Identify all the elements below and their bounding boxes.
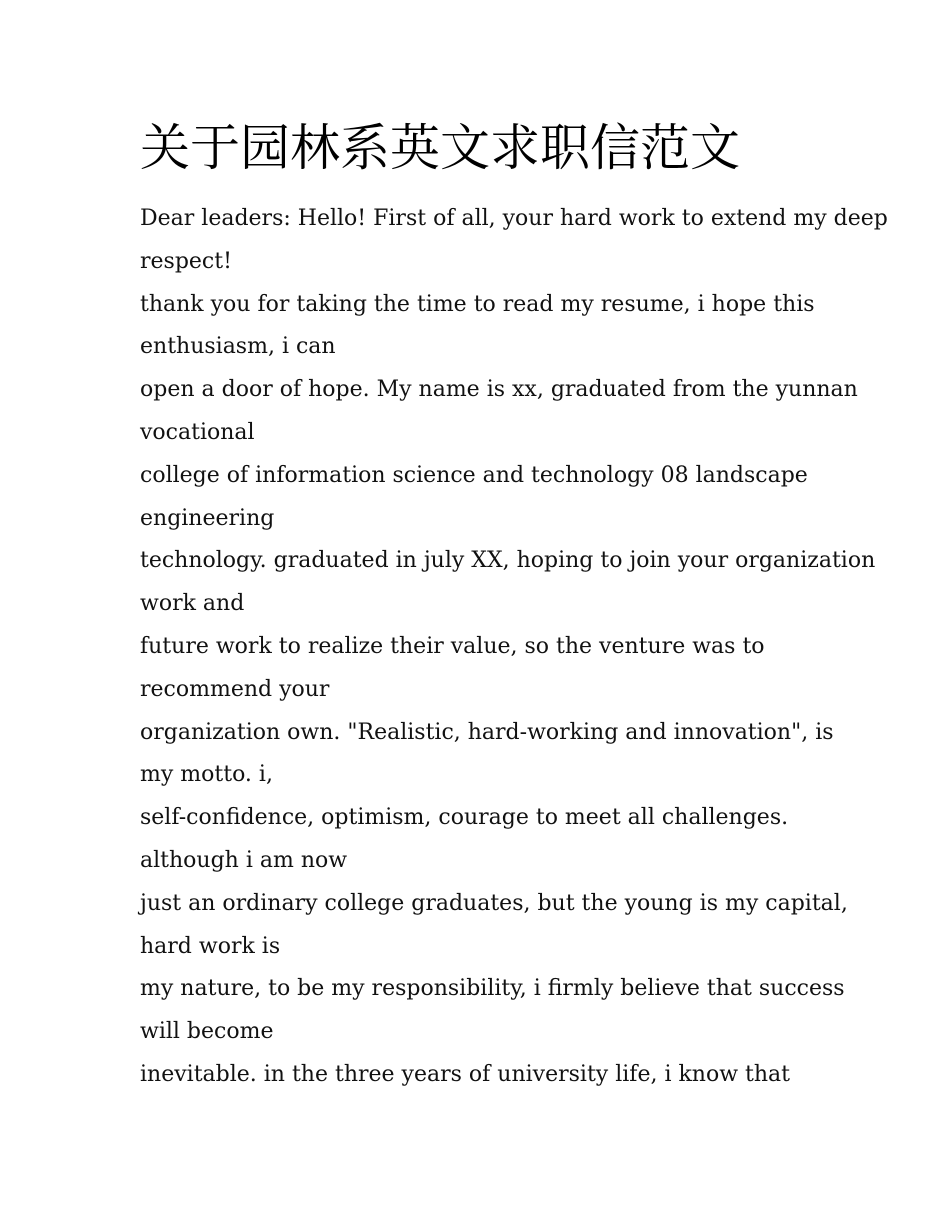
body-line: my motto. i, (140, 762, 273, 788)
body-line: will become (140, 1019, 274, 1045)
body-line: inevitable. in the three years of university life, i know that (140, 1061, 791, 1087)
body-line: my nature, to be my responsibility, i firmly believe that success (140, 976, 845, 1002)
body-line: hard work is (140, 933, 281, 959)
body-line: future work to realize their value, so the venture was to (140, 633, 765, 659)
body-line: respect! (140, 248, 232, 274)
body-line: enthusiasm, i can (140, 334, 336, 360)
body-line: Dear leaders: Hello! First of all, your hard work to extend my deep (140, 206, 888, 231)
body-line: open a door of hope. My name is xx, graduated from the yunnan (140, 377, 858, 403)
body-line: just an ordinary college graduates, but the young is my capital, (140, 890, 848, 916)
body-line: engineering (140, 505, 275, 531)
document-body (140, 198, 888, 1097)
body-line: organization own. "Realistic, hard-working and innovation", is (140, 719, 834, 745)
body-line: vocational (140, 419, 255, 445)
body-line: self-confidence, optimism, courage to meet all challenges. (140, 805, 789, 831)
body-line: although i am now (140, 847, 348, 873)
body-line: work and (140, 591, 245, 617)
document-title: 关于园林系英文求职信范文 (140, 119, 740, 177)
body-line: recommend your (140, 676, 330, 702)
body-line: college of information science and technology 08 landscape (140, 462, 808, 488)
body-line: technology. graduated in july XX, hoping to join your organization (140, 548, 876, 574)
body-line: thank you for taking the time to read my resume, i hope this (140, 291, 815, 317)
